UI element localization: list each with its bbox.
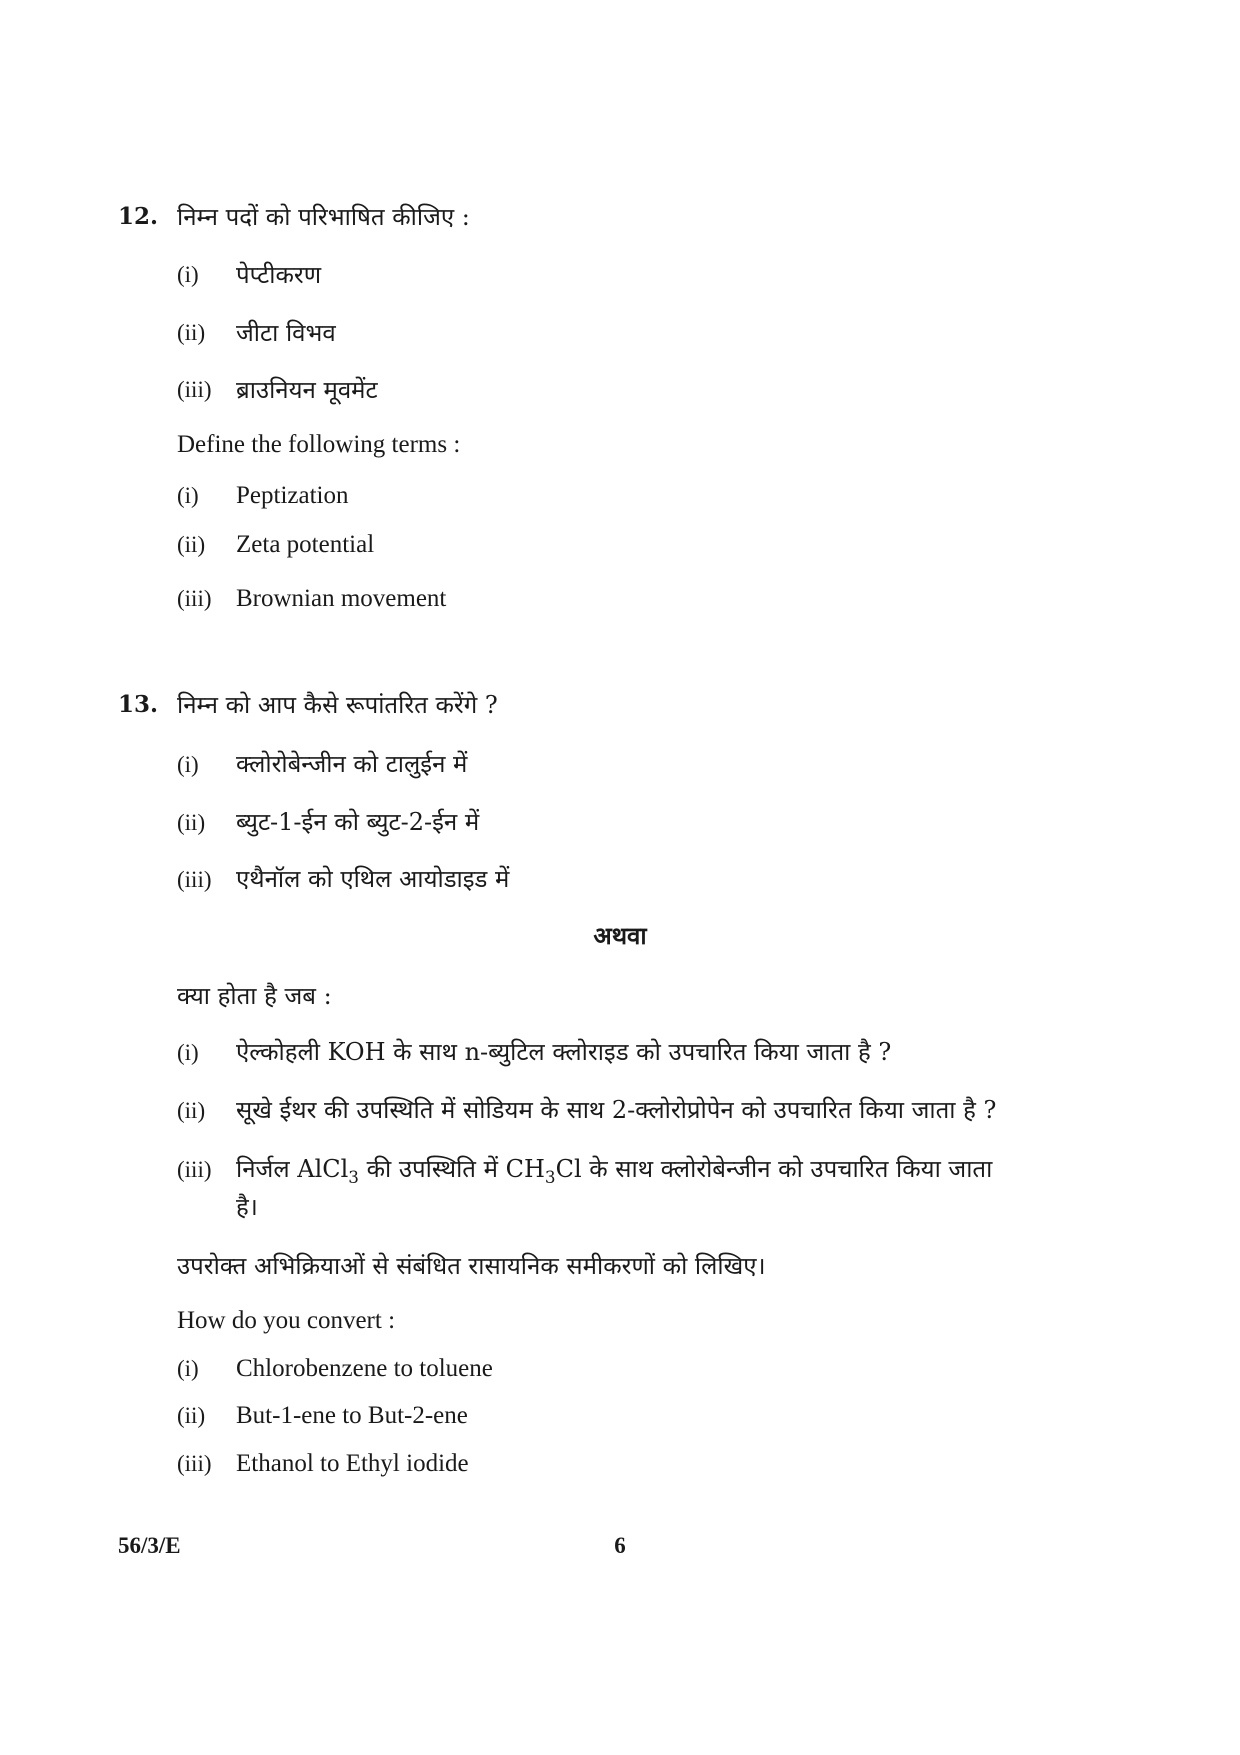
q13-or-item-label: (ii)	[177, 1098, 206, 1123]
what-happens-prompt: क्या होता है जब :	[177, 982, 332, 1010]
q12-english-item-label: (ii)	[177, 532, 206, 557]
q13-or-item-text-continued: है।	[236, 1193, 258, 1221]
question-13-number: 13.	[118, 691, 159, 718]
write-equations-instruction: उपरोक्त अभिक्रियाओं से संबंधित रासायनिक समीकरणों को लिखिए।	[177, 1252, 766, 1280]
q13-or-item-text: ऐल्कोहली KOH के साथ n-ब्युटिल क्लोराइड को उपचारित किया जाता है ?	[236, 1038, 892, 1066]
question-13-hindi-prompt: निम्न को आप कैसे रूपांतरित करेंगे ?	[177, 691, 498, 719]
q12-english-item-text: Zeta potential	[236, 531, 375, 558]
q13-or-item-text: निर्जल AlCl$_3$ की उपस्थिति में $CH_3Cl$ के साथ क्लोरोबेन्जीन को उपचारित किया जाता	[236, 1155, 993, 1187]
q13-hindi-item-text: ब्युट-1-ईन को ब्युट-2-ईन में	[236, 808, 480, 836]
q12-english-item-text: Peptization	[236, 482, 349, 509]
question-13-english-prompt: How do you convert :	[177, 1307, 396, 1334]
q13-english-item-text: Ethanol to Ethyl iodide	[236, 1450, 469, 1477]
q13-or-item-label: (iii)	[177, 1157, 212, 1182]
q12-english-item-text: Brownian movement	[236, 585, 447, 612]
q13-english-item-text: But-1-ene to But-2-ene	[236, 1402, 468, 1429]
q12-hindi-item-text: ब्राउनियन मूवमेंट	[236, 376, 378, 404]
q13-or-item-text: सूखे ईथर की उपस्थिति में सोडियम के साथ 2-क्लोरोप्रोपेन को उपचारित किया जाता है ?	[236, 1096, 997, 1124]
q13-english-item-text: Chlorobenzene to toluene	[236, 1355, 493, 1382]
question-12-number: 12.	[118, 203, 159, 230]
question-12-hindi-prompt: निम्न पदों को परिभाषित कीजिए :	[177, 203, 470, 231]
q13-hindi-item-text: एथैनॉल को एथिल आयोडाइड में	[236, 865, 510, 893]
q13-english-item-label: (i)	[177, 1356, 199, 1381]
q13-hindi-item-label: (iii)	[177, 867, 212, 892]
question-12-english-prompt: Define the following terms :	[177, 431, 461, 458]
page-number: 6	[614, 1533, 626, 1558]
q12-hindi-item-text: पेप्टीकरण	[236, 261, 322, 289]
q13-english-item-label: (ii)	[177, 1403, 206, 1428]
q13-hindi-item-text: क्लोरोबेन्जीन को टालुईन में	[236, 750, 468, 778]
q12-hindi-item-text: जीटा विभव	[236, 319, 336, 347]
q12-hindi-item-label: (iii)	[177, 377, 212, 402]
q13-hindi-item-label: (i)	[177, 752, 199, 777]
q13-or-item-label: (i)	[177, 1040, 199, 1065]
q13-english-item-label: (iii)	[177, 1451, 212, 1476]
q12-hindi-item-label: (i)	[177, 262, 199, 287]
or-heading: अथवा	[593, 921, 647, 950]
paper-code: 56/3/E	[118, 1533, 181, 1558]
q13-hindi-item-label: (ii)	[177, 810, 206, 835]
q12-english-item-label: (i)	[177, 483, 199, 508]
q12-hindi-item-label: (ii)	[177, 320, 206, 345]
q12-english-item-label: (iii)	[177, 586, 212, 611]
